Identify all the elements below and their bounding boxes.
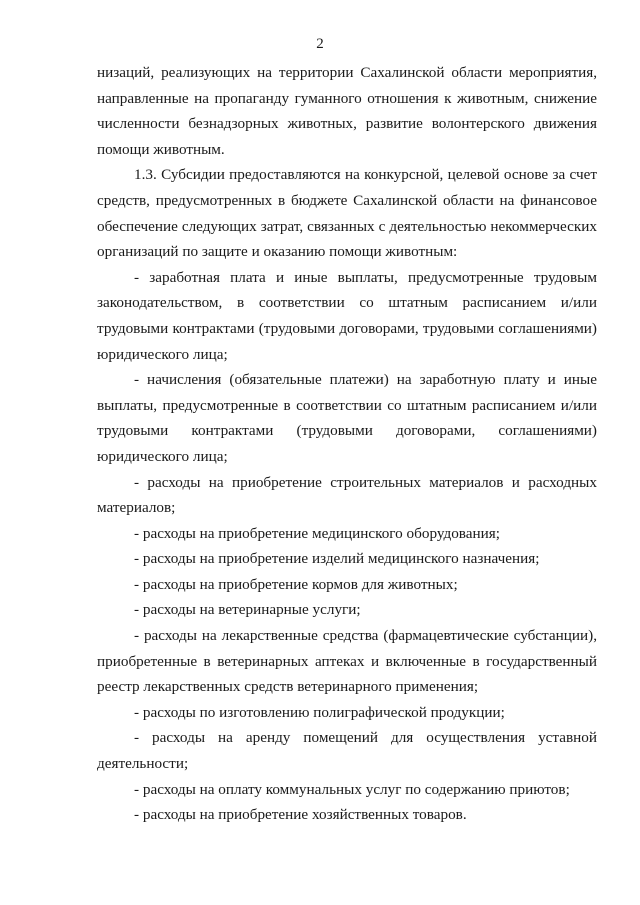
list-item-animal-feed: - расходы на приобретение кормов для животных;	[134, 575, 458, 593]
list-item-salary: - заработная плата и иные выплаты, предусмотренные трудовым законодательством, в соответствии со штатным расписанием и/или трудовыми контрактами (трудовыми договорами, трудовыми соглашениями) юридического лица;	[97, 268, 597, 363]
list-item-household-goods: - расходы на приобретение хозяйственных товаров.	[134, 806, 467, 824]
list-item-utilities: - расходы на оплату коммунальных услуг по содержанию приютов;	[134, 780, 570, 798]
list-item-veterinary-services: - расходы на ветеринарные услуги;	[134, 601, 361, 619]
list-item-building-materials: - расходы на приобретение строительных материалов и расходных материалов;	[97, 473, 597, 517]
paragraph-continuation: низаций, реализующих на территории Сахалинской области мероприятия, направленные на пропаганду гуманного отношения к животным, снижение численности безнадзорных животных, развитие волонтерского движения помощи животным.	[97, 64, 597, 158]
paragraph-clause-1-3: 1.3. Субсидии предоставляются на конкурсной, целевой основе за счет средств, предусмотренных в бюджете Сахалинской области на финансовое обеспечение следующих затрат, связанных с деятельностью некоммерческих организаций по защите и оказанию помощи животным:	[97, 166, 597, 261]
page-number: 2	[316, 36, 324, 52]
list-item-medical-products: - расходы на приобретение изделий медицинского назначения;	[134, 550, 540, 568]
list-item-payroll-charges: - начисления (обязательные платежи) на заработную плату и иные выплаты, предусмотренные в соответствии со штатным расписанием и/или трудовыми контрактами (трудовыми договорами, соглашениями) юридического лица;	[97, 371, 597, 465]
list-item-printing: - расходы по изготовлению полиграфической продукции;	[134, 703, 505, 721]
list-item-medical-equipment: - расходы на приобретение медицинского оборудования;	[134, 524, 500, 542]
list-item-medicines: - расходы на лекарственные средства (фармацевтические субстанции), приобретенные в ветеринарных аптеках и включенные в государственный реестр лекарственных средств ветеринарного применения;	[97, 627, 597, 696]
list-item-premises-rent: - расходы на аренду помещений для осуществления уставной деятельности;	[97, 729, 597, 773]
document-body	[97, 60, 597, 828]
